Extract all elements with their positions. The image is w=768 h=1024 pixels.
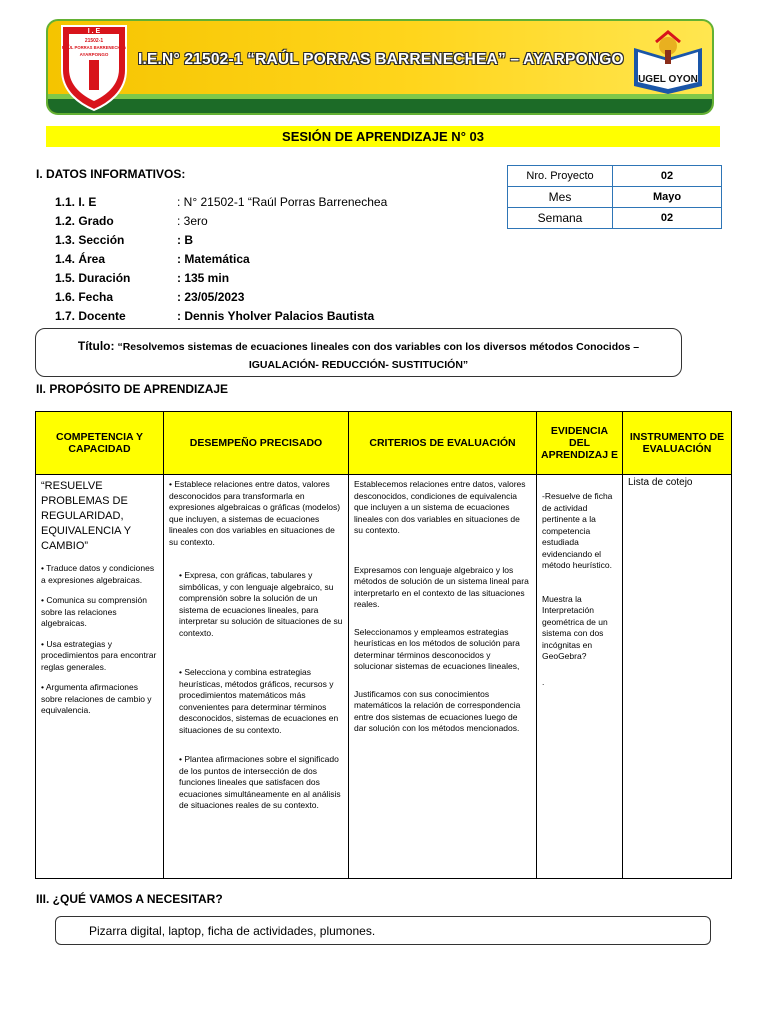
col-header-desempeno: DESEMPEÑO PRECISADO <box>164 412 349 475</box>
info-value: : 135 min <box>177 271 230 285</box>
info-row <box>55 269 229 287</box>
info-value: : Dennis Yholver Palacios Bautista <box>177 309 375 323</box>
capacidad-item: • Comunica su comprensión sobre las relaciones algebraicas. <box>41 595 147 628</box>
info-label: 1.2. Grado <box>55 214 114 228</box>
project-table <box>507 165 722 229</box>
evidencia-item: Muestra la Interpretación geométrica de un sistema con dos incógnitas en GeoGebra? <box>542 593 608 661</box>
col-header-evidencia: EVIDENCIA DEL APRENDIZAJ E <box>537 412 623 475</box>
info-label: 1.5. Duración <box>55 271 131 285</box>
criterio-item: Expresamos con lenguaje algebraico y los métodos de solución de un sistema lineal para interpretarlo en el contexto de las situaciones reales. <box>354 564 529 609</box>
shield-school-text: RAÚL PORRAS BARRENECHEA <box>61 45 127 50</box>
info-label: 1.6. Fecha <box>55 290 114 304</box>
title-label: Título: <box>77 339 115 353</box>
criterio-item: Establecemos relaciones entre datos, valores desconocidos, condiciones de equivalencia que incluyen a un sistema de ecuaciones lineales con dos variables en situaciones de su contexto. <box>354 479 526 535</box>
criterio-item: Justificamos con sus conocimientos matemáticos la relación de correspondencia entre dos sistemas de ecuaciones luego de dar solución con los métodos mencionados. <box>354 688 521 733</box>
info-row <box>55 288 244 306</box>
table-header-row <box>36 412 732 475</box>
purpose-table <box>35 411 732 879</box>
banner-stripe-dark <box>48 99 712 113</box>
section-1-heading: I. DATOS INFORMATIVOS: <box>36 167 186 181</box>
evidencia-item: . <box>542 676 545 687</box>
info-label: 1.4. Área <box>55 252 106 266</box>
shield-place-text: AYARPONGO <box>79 52 109 57</box>
col-header-competencia: COMPETENCIA Y CAPACIDAD <box>36 412 164 475</box>
col-header-criterios: CRITERIOS DE EVALUACIÓN <box>349 412 537 475</box>
shield-number-text: 21502-1 <box>84 38 104 44</box>
criterio-item: Seleccionamos y empleamos estrategias heurísticas en los métodos de solución para determinar términos desconocidos y solucionar sistemas de ecuaciones lineales, <box>354 626 520 671</box>
info-row <box>55 307 374 325</box>
section-3-heading: III. ¿QUÉ VAMOS A NECESITAR? <box>36 892 223 906</box>
shield-top-text: I . E <box>87 28 101 35</box>
info-value: : Matemática <box>177 252 250 266</box>
project-value: Mayo <box>613 187 722 208</box>
info-row <box>55 193 387 211</box>
info-row <box>55 212 208 230</box>
capacidad-item: • Usa estrategias y procedimientos para encontrar reglas generales. <box>41 638 157 672</box>
ugel-label: UGEL OYON <box>638 74 698 85</box>
title-line-1: “Resolvemos sistemas de ecuaciones lineales con dos variables con los diversos métodos Conocidos – <box>117 341 640 353</box>
info-row <box>55 250 250 268</box>
section-2-heading: II. PROPÓSITO DE APRENDIZAJE <box>36 382 229 396</box>
col-header-instrumento: INSTRUMENTO DE EVALUACIÓN <box>623 412 732 475</box>
capacidad-item: • Traduce datos y condiciones a expresiones algebraicas. <box>41 563 155 585</box>
school-shield-logo <box>58 22 130 112</box>
project-value: 02 <box>613 208 722 229</box>
info-label: 1.7. Docente <box>55 309 126 323</box>
project-row <box>508 166 722 187</box>
title-line-2: IGUALACIÓN- REDUCCIÓN- SUSTITUCIÓN” <box>248 359 469 371</box>
evidencia-cell <box>537 475 623 879</box>
desempeno-item: • Plantea afirmaciones sobre el significado de los puntos de intersección de dos funciones lineales que satisfacen dos ecuaciones simultáneamente en al análisis de situaciones reales de su contexto. <box>179 754 341 810</box>
project-row <box>508 187 722 208</box>
info-label: 1.1. I. E <box>55 195 97 209</box>
info-row <box>55 231 193 249</box>
info-value: : 23/05/2023 <box>177 290 245 304</box>
project-value: 02 <box>613 166 722 187</box>
project-key: Semana <box>508 208 613 229</box>
project-key: Mes <box>508 187 613 208</box>
info-value: : B <box>177 233 193 247</box>
project-row <box>508 208 722 229</box>
competencia-text: “RESUELVE PROBLEMAS DE REGULARIDAD, EQUIVALENCIA Y CAMBIO” <box>41 480 131 552</box>
project-key: Nro. Proyecto <box>508 166 613 187</box>
desempeno-cell <box>164 475 349 879</box>
ugel-logo <box>628 28 708 98</box>
capacidad-item: • Argumenta afirmaciones sobre relaciones de cambio y equivalencia. <box>41 682 152 715</box>
info-value: : N° 21502-1 “Raúl Porras Barrenechea <box>177 195 388 209</box>
competencia-cell <box>36 475 164 879</box>
criterios-cell <box>349 475 537 879</box>
session-title: SESIÓN DE APRENDIZAJE N° 03 <box>46 126 720 147</box>
materials-box: Pizarra digital, laptop, ficha de actividades, plumones. <box>55 916 711 945</box>
desempeno-item: • Expresa, con gráficas, tabulares y simbólicas, y con lenguaje algebraico, su comprensión sobre la solución de un sistema de ecuaciones lineales, para interpretar su solución de situaciones de su contexto. <box>179 570 343 638</box>
evidencia-item: -Resuelve de ficha de actividad pertinente a la competencia estudiada evidenciando el método heurístico. <box>542 491 613 570</box>
desempeno-item: • Selecciona y combina estrategias heurísticas, métodos gráficos, recursos y procedimientos matemáticos más convenientes para determinar términos desconocidos, sistemas de ecuaciones en situaciones de su contexto. <box>179 667 339 735</box>
title-box <box>35 328 682 377</box>
desempeno-item: • Establece relaciones entre datos, valores desconocidos para transformarla en expresiones algebraicas o gráficas (modelos) que incluyen, a sistemas de ecuaciones lineales con dos variables en situaciones de su contexto. <box>169 479 341 547</box>
info-value: : 3ero <box>177 214 208 228</box>
table-row <box>36 475 732 879</box>
instrumento-cell: Lista de cotejo <box>623 475 732 879</box>
school-title: I.E.N° 21502-1 “RAÚL PORRAS BARRENECHEA” – AYARPONGO <box>138 51 624 68</box>
info-label: 1.3. Sección <box>55 233 125 247</box>
